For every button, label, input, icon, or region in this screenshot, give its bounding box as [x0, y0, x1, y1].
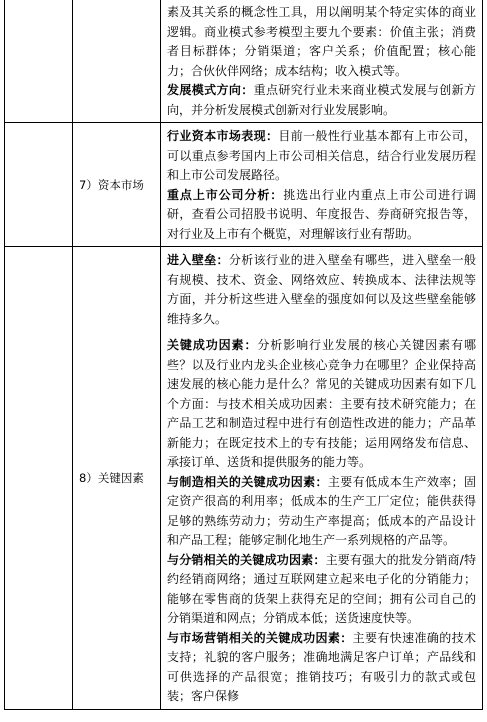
paragraph-heading: 行业资本市场表现：: [167, 129, 279, 143]
paragraph: [167, 629, 476, 707]
paragraph-text: 目前一般性行业基本都有上市公司，可以重点参考国内上市公司相关信息，结合行业发展历程和上市公司发展路径。: [167, 129, 476, 182]
content-cell: [161, 0, 483, 123]
blank-cell: [5, 123, 73, 247]
content-cell: [161, 247, 483, 710]
paragraph-heading: 与分销相关的关键成功因素：: [167, 552, 326, 567]
table-row: [5, 247, 483, 710]
category-cell: [73, 0, 161, 123]
paragraph-text: 主要有快速准确的技术支持；礼貌的客户服务；准确地满足客户订单；产品线和可供选择的产品很宽；推销技巧；有吸引力的款式或包装；客户保修: [167, 630, 476, 703]
paragraph: [167, 251, 476, 329]
blank-cell: [5, 0, 73, 123]
paragraph-text: 主要有低成本生产效率；固定资产很高的利用率；低成本的生产工厂定位；能供获得足够的熟练劳动力；劳动生产率提高；低成本的产品设计和产品工程；能够定制化地生产一系列规格的产品等。: [167, 474, 476, 547]
content-cell: [161, 123, 483, 247]
category-cell: 8）关键因素: [73, 247, 161, 710]
content-table: [4, 0, 483, 710]
paragraph-text: 分析该行业的进入壁垒有哪些，进入壁垒一般有规模、技术、资金、网络效应、转换成本、法律法规等方面，并分析这些进入壁垒的强度如何以及这些壁垒能够维持多久。: [167, 253, 476, 326]
paragraph: [167, 3, 476, 81]
paragraph-text: 分析影响行业发展的核心关键因素有哪些？以及行业内龙头企业核心竞争力在哪里？企业保持高速发展的核心能力是什么？常见的关键成功因素有如下几个方面：与技术相关成功因素：主要有技术研究能力；在产品工艺和制造过程中进行有创造性改进的能力；产品革新能力；在既定技术上的专有技能；运用网络发布信息、承接订单、送货和提供服务的能力等。: [167, 338, 476, 469]
paragraph-heading: 关键成功因素：: [167, 338, 258, 352]
paragraph-heading: 发展模式方向：: [167, 83, 254, 97]
paragraph: [167, 336, 476, 473]
category-cell: 7）资本市场: [73, 123, 161, 247]
table-row: [5, 123, 483, 247]
paragraph-heading: 进入壁垒：: [167, 253, 229, 267]
paragraph: [167, 186, 476, 245]
paragraph: [167, 81, 476, 120]
paragraph: [167, 473, 476, 551]
blank-cell: [5, 247, 73, 710]
paragraph-text: 素及其关系的概念性工具，用以阐明某个特定实体的商业逻辑。商业模式参考模型主要九个要素：价值主张；消费者目标群体；分销渠道；客户关系；价值配置；核心能力；合伙伙伴网络；成本结构；收入模式等。: [167, 5, 476, 78]
paragraph-heading: 与制造相关的关键成功因素：: [167, 474, 328, 489]
paragraph-text: 挑选出行业内重点上市公司进行调研，查看公司招股书说明、年度报告、券商研究报告等，对行业及上市有个概览，对理解该行业有帮助。: [167, 187, 476, 241]
paragraph-heading: 重点上市公司分析：: [167, 187, 284, 202]
table-row: [5, 0, 483, 123]
paragraph-text: 主要有强大的批发分销商/特约经销商网络；通过互联网建立起来电子化的分销能力；能够在零售商的货架上获得充足的空间；拥有公司自己的分销渠道和网点；分销成本低；送货速度快等。: [167, 552, 476, 625]
paragraph-heading: 与市场营销相关的关键成功因素：: [167, 630, 353, 645]
paragraph-text: 重点研究行业未来商业模式发展与创新方向，并分析发展模式创新对行业发展影响。: [167, 83, 476, 117]
paragraph: [167, 551, 476, 629]
paragraph: [167, 127, 476, 186]
